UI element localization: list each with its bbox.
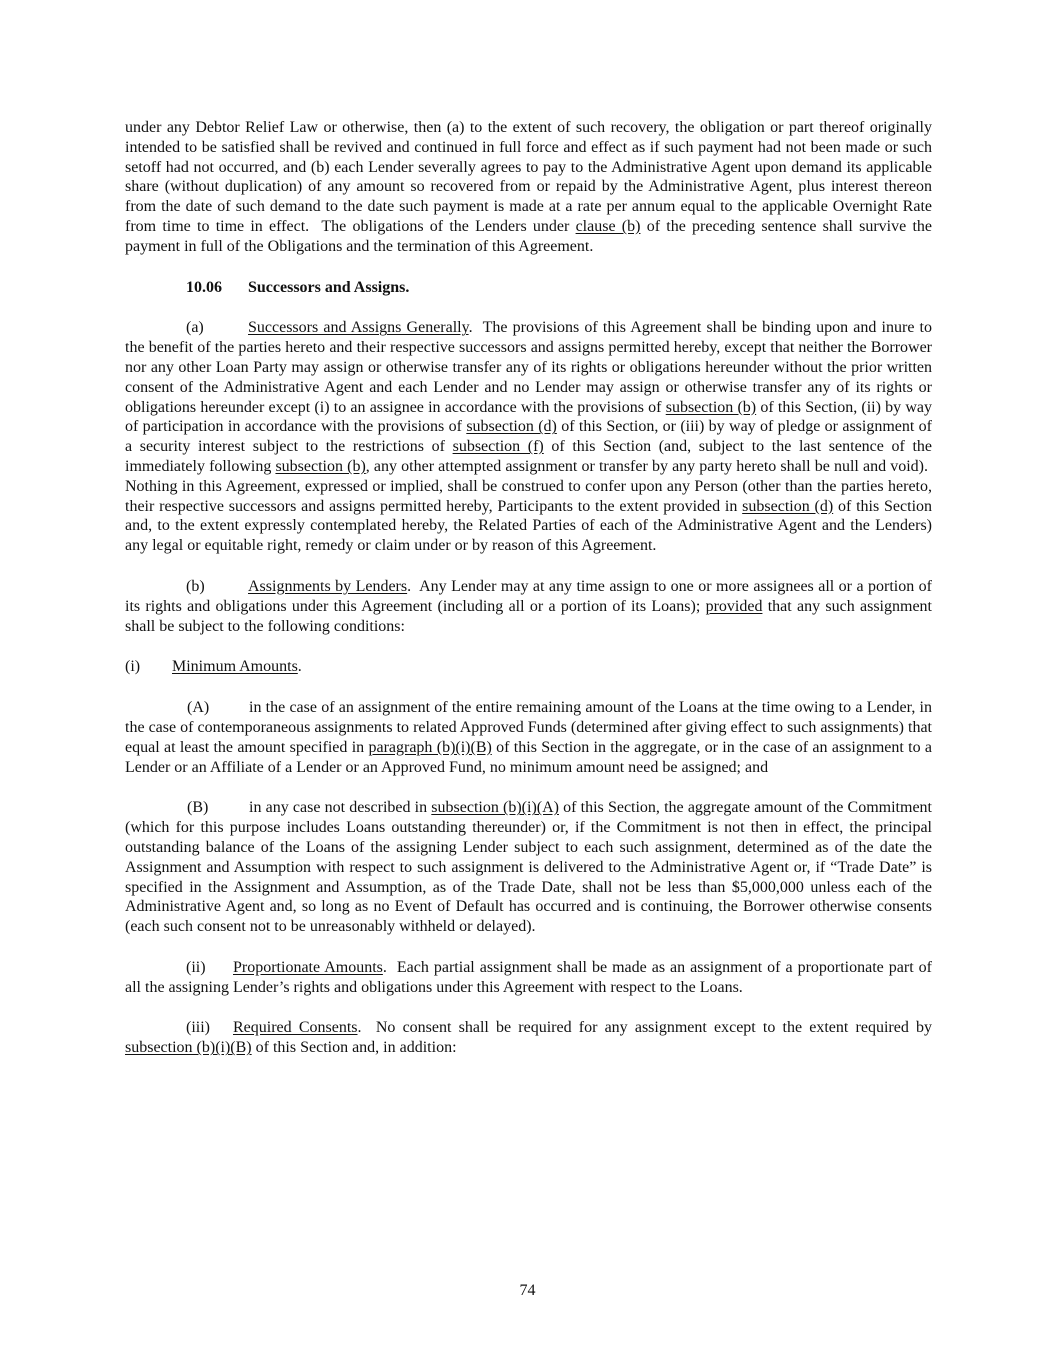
text-segment: in the case of an assignment of the entire remaining amount of the Loans at the time owing to a Lender, in the case of contemporaneous assignments to related Approved Funds (determined after giving effect to such assignments) that equal at least the amount specified in xyxy=(125,699,932,756)
paragraph-a xyxy=(125,318,932,556)
text-segment: . No consent shall be required for any assignment except to the extent required by xyxy=(357,1019,932,1037)
underlined-reference: Successors and Assigns Generally xyxy=(248,319,469,337)
clause-heading-i xyxy=(125,657,932,677)
underlined-reference: Required Consents xyxy=(233,1019,358,1037)
text-segment: . xyxy=(297,658,302,676)
text-segment: that any such assignment shall be subject to the following conditions: xyxy=(125,597,932,635)
text-segment: of this Section, the aggregate amount of the Commitment (which for this purpose includes Loans outstanding thereunder) or, if the Commitment is not then in effect, the principal outstanding balance of the Loans of the assigning Lender subject to each such assignment, determined as of the date the Assignment and Assumption with respect to such assignment is delivered to the Administrative Agent or, if “Trade Date” is specified in the Assignment and Assumption, as of the Trade Date, shall not be less than $5,000,000 unless each of the Administrative Agent and, so long as no Event of Default has occurred and is continuing, the Borrower otherwise consents (each such consent not to be unreasonably withheld or delayed). xyxy=(125,799,932,936)
underlined-reference: Minimum Amounts xyxy=(172,658,298,676)
underlined-reference: subsection (b)(i)(A) xyxy=(431,799,559,817)
text-segment: in any case not described in xyxy=(249,799,432,817)
text-segment: . Any Lender may at any time assign to one or more assignees all or a portion of its rights and obligations under this Agreement (including all or a portion of its Loans); xyxy=(125,577,932,615)
text-segment: of this Section and, to the extent expressly contemplated hereby, the Related Parties of each of the Administrative Agent and the Lenders) any legal or equitable right, remedy or claim under or by reason of this Agreement. xyxy=(125,497,933,555)
clause-ii xyxy=(125,958,932,998)
underlined-reference: Proportionate Amounts xyxy=(233,958,383,976)
list-marker: (a) xyxy=(186,319,204,337)
underlined-reference: clause (b) xyxy=(575,217,641,235)
clause-iii xyxy=(125,1018,932,1058)
underlined-reference: subsection (b)(i)(B) xyxy=(125,1039,252,1057)
list-marker: (i) xyxy=(125,658,141,676)
text-segment: of this Section (and, subject to the last sentence of the immediately following xyxy=(125,438,933,475)
text-segment: . Each partial assignment shall be made as an assignment of a proportionate part of all the assigning Lender’s rights and obligations under this Agreement with respect to the Loans. xyxy=(125,958,932,996)
paragraph-b xyxy=(125,577,932,636)
text-segment: of the preceding sentence shall survive the payment in full of the Obligations and the termination of this Agreement. xyxy=(125,217,932,255)
page-number: 74 xyxy=(519,1282,536,1299)
underlined-reference: provided xyxy=(705,597,763,615)
underlined-reference: Assignments by Lenders xyxy=(248,577,408,595)
text-segment: of this Section, (ii) by way of participation in accordance with the provisions of xyxy=(125,398,933,436)
underlined-reference: subsection (d) xyxy=(742,497,834,515)
text-segment: , any other attempted assignment or transfer by any party hereto shall be null and void). Nothing in this Agreement, expressed or implied, shall be construed to confer upon any Person (other than the parties hereto, their respective successors and assigns permitted hereby, Participants to the extent provided in xyxy=(125,457,933,515)
clause-B xyxy=(125,798,932,937)
clause-A xyxy=(125,698,932,777)
text-segment: of this Section and, in addition: xyxy=(251,1039,457,1057)
underlined-reference: subsection (d) xyxy=(466,418,557,436)
text-segment: under any Debtor Relief Law or otherwise, then (a) to the extent of such recovery, the obligation or part thereof originally intended to be satisfied shall be revived and continued in full force and effect as if such payment had not been made or such setoff had not occurred, and (b) each Lender severally agrees to pay to the Administrative Agent upon demand its applicable share (without duplication) of any amount so recovered from or repaid by the Administrative Agent, plus interest thereon from the date of such demand to the date such payment is made at a rate per annum equal to the applicable Overnight Rate from time to time in effect. The obligations of the Lenders under xyxy=(125,119,932,235)
section-number: 10.06 xyxy=(186,278,222,296)
text-segment: . The provisions of this Agreement shall be binding upon and inure to the benefit of the parties hereto and their respective successors and assigns permitted hereby, except that neither the Borrower nor any other Loan Party may assign or otherwise transfer any of its rights or obligations hereunder without the prior written consent of the Administrative Agent and each Lender and no Lender may assign or otherwise transfer any of its rights or obligations hereunder except (i) to an assignee in accordance with the provisions of xyxy=(125,319,933,416)
section-title: Successors and Assigns. xyxy=(248,278,410,296)
list-marker: (iii) xyxy=(186,1019,210,1037)
list-marker: (b) xyxy=(186,577,205,595)
section-heading-10-06 xyxy=(186,278,932,298)
underlined-reference: subsection (b) xyxy=(275,457,366,475)
underlined-reference: paragraph (b)(i)(B) xyxy=(368,738,492,756)
paragraph-continuation xyxy=(125,118,932,257)
text-segment: of this Section, or (iii) by way of pledge or assignment of a security interest subject to the restrictions of xyxy=(125,418,933,456)
text-segment: of this Section in the aggregate, or in the case of an assignment to a Lender or an Affiliate of a Lender or an Approved Fund, no minimum amount need be assigned; and xyxy=(125,738,933,776)
underlined-reference: subsection (f) xyxy=(452,438,544,456)
list-marker: (ii) xyxy=(186,958,206,976)
underlined-reference: subsection (b) xyxy=(665,398,757,416)
list-marker: (A) xyxy=(187,699,210,717)
list-marker: (B) xyxy=(187,799,209,817)
